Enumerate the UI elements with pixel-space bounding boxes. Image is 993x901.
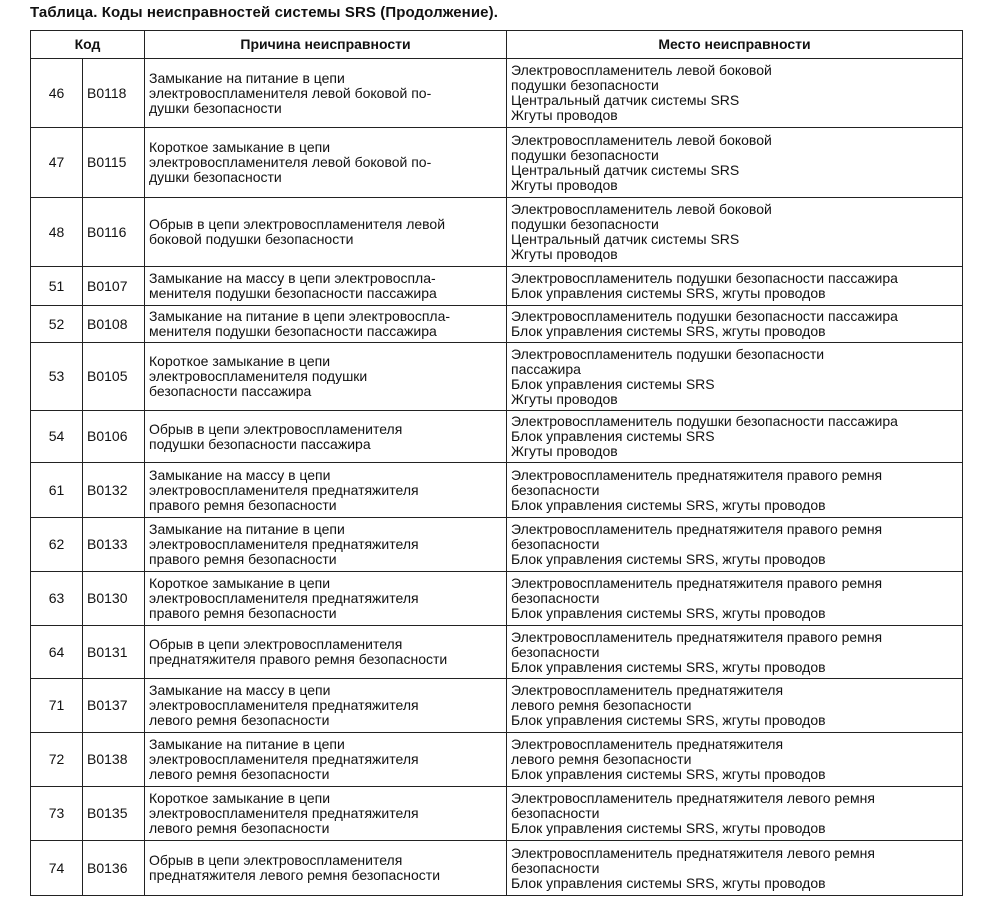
fault-location	[507, 787, 963, 841]
fault-cause-line: электровоспламенителя преднатяжителя	[149, 697, 419, 713]
row-number: 64	[31, 626, 83, 679]
table-row	[31, 59, 963, 128]
fault-location-line: Электровоспламенитель преднатяжителя	[511, 682, 784, 698]
fault-cause-line: левого ремня безопасности	[149, 820, 330, 836]
fault-cause	[145, 128, 507, 198]
fault-cause-line: душки безопасности	[149, 169, 282, 185]
fault-location-line: пассажира	[511, 360, 581, 377]
fault-cause-line: электровоспламенителя преднатяжителя	[149, 481, 419, 498]
row-number: 73	[31, 787, 83, 841]
fault-code: B0107	[83, 267, 145, 306]
fault-cause-line: Замыкание на массу в цепи электровоспла-	[149, 270, 436, 286]
fault-location	[507, 306, 963, 343]
fault-cause	[145, 306, 507, 343]
fault-cause-line: безопасности пассажира	[149, 383, 312, 399]
fault-location-line: Центральный датчик системы SRS	[511, 231, 740, 247]
fault-location-line: безопасности	[511, 481, 600, 498]
fault-cause-line: правого ремня безопасности	[149, 605, 337, 621]
row-number: 62	[31, 518, 83, 572]
fault-location-line: Жгуты проводов	[511, 390, 618, 407]
fault-code: B0136	[83, 841, 145, 896]
fault-location-line: Блок управления системы SRS, жгуты проводов	[511, 874, 826, 891]
fault-code: B0130	[83, 572, 145, 626]
fault-location-line: безопасности	[511, 536, 600, 552]
fault-cause-line: Замыкание на массу в цепи	[149, 682, 331, 698]
fault-location-line: Электровоспламенитель левой боковой	[511, 62, 772, 78]
fault-location-line: Электровоспламенитель подушки безопасности пассажира	[511, 413, 898, 429]
fault-cause-line: электровоспламенителя левой боковой по-	[149, 84, 432, 101]
fault-location-line: Блок управления системы SRS, жгуты проводов	[511, 323, 826, 339]
fault-cause-line: боковой подушки безопасности	[149, 231, 354, 247]
fault-code: B0115	[83, 128, 145, 198]
srs-fault-code-table	[30, 30, 963, 896]
fault-cause-line: преднатяжителя левого ремня безопасности	[149, 867, 441, 883]
fault-location-line: Блок управления системы SRS, жгуты проводов	[511, 551, 826, 567]
fault-code: B0106	[83, 411, 145, 463]
fault-location-line: Блок управления системы SRS, жгуты проводов	[511, 605, 826, 621]
fault-location-line: Блок управления системы SRS, жгуты проводов	[511, 712, 826, 728]
row-number: 63	[31, 572, 83, 626]
fault-cause-line: Короткое замыкание в цепи	[149, 353, 331, 369]
fault-location	[507, 733, 963, 787]
fault-cause-line: душки безопасности	[149, 99, 282, 116]
row-number: 47	[31, 128, 83, 198]
fault-location-line: левого ремня безопасности	[511, 751, 692, 767]
row-number: 71	[31, 679, 83, 733]
table-row	[31, 128, 963, 198]
fault-location	[507, 343, 963, 411]
fault-location-line: подушки безопасности	[511, 146, 659, 163]
fault-cause-line: правого ремня безопасности	[149, 551, 337, 567]
row-number: 52	[31, 306, 83, 343]
fault-cause-line: Обрыв в цепи электровоспламенителя	[149, 636, 403, 652]
fault-location-line: подушки безопасности	[511, 77, 659, 93]
fault-location	[507, 198, 963, 267]
fault-location-line: Электровоспламенитель левой боковой	[511, 131, 772, 148]
fault-cause-line: электровоспламенителя преднатяжителя	[149, 751, 419, 767]
fault-cause	[145, 198, 507, 267]
fault-location	[507, 411, 963, 463]
fault-location-line: Электровоспламенитель преднатяжителя левого ремня	[511, 844, 875, 861]
table-row	[31, 267, 963, 306]
fault-location-line: Электровоспламенитель подушки безопасности	[511, 345, 825, 362]
table-row	[31, 679, 963, 733]
fault-cause-line: подушки безопасности пассажира	[149, 435, 371, 452]
fault-cause-line: Замыкание на питание в цепи электровоспла-	[149, 308, 451, 324]
fault-location-line: Жгуты проводов	[511, 176, 618, 193]
table-row	[31, 463, 963, 518]
fault-cause	[145, 59, 507, 128]
fault-cause	[145, 679, 507, 733]
fault-cause-line: Обрыв в цепи электровоспламенителя	[149, 420, 403, 437]
fault-location	[507, 679, 963, 733]
fault-location-line: Блок управления системы SRS, жгуты проводов	[511, 496, 826, 513]
table-row	[31, 841, 963, 896]
fault-location-line: Центральный датчик системы SRS	[511, 92, 740, 108]
fault-location	[507, 463, 963, 518]
fault-location-line: Электровоспламенитель преднатяжителя правого ремня	[511, 628, 883, 645]
fault-cause	[145, 463, 507, 518]
table-row	[31, 572, 963, 626]
fault-location-line: Блок управления системы SRS, жгуты проводов	[511, 766, 826, 782]
header-location: Место неисправности	[507, 31, 963, 59]
fault-cause-line: электровоспламенителя подушки	[149, 368, 368, 384]
fault-cause	[145, 626, 507, 679]
fault-location-line: безопасности	[511, 590, 600, 606]
fault-cause-line: Короткое замыкание в цепи	[149, 575, 331, 591]
fault-cause	[145, 267, 507, 306]
table-row	[31, 626, 963, 679]
fault-cause	[145, 841, 507, 896]
fault-cause-line: Замыкание на питание в цепи	[149, 521, 345, 537]
table-row	[31, 787, 963, 841]
fault-cause	[145, 518, 507, 572]
table-row	[31, 343, 963, 411]
fault-location-line: Электровоспламенитель преднатяжителя левого ремня	[511, 790, 875, 806]
fault-location	[507, 128, 963, 198]
fault-cause	[145, 733, 507, 787]
fault-cause-line: менителя подушки безопасности пассажира	[149, 323, 437, 339]
fault-cause-line: менителя подушки безопасности пассажира	[149, 285, 437, 301]
fault-cause-line: Замыкание на питание в цепи	[149, 69, 345, 86]
fault-location-line: Электровоспламенитель преднатяжителя правого ремня	[511, 521, 883, 537]
fault-code: B0108	[83, 306, 145, 343]
table-row	[31, 518, 963, 572]
row-number: 72	[31, 733, 83, 787]
fault-code: B0105	[83, 343, 145, 411]
fault-cause-line: Короткое замыкание в цепи	[149, 139, 331, 155]
fault-cause-line: правого ремня безопасности	[149, 496, 337, 513]
row-number: 48	[31, 198, 83, 267]
fault-location-line: Блок управления системы SRS, жгуты проводов	[511, 820, 826, 836]
fault-cause	[145, 411, 507, 463]
fault-cause-line: Короткое замыкание в цепи	[149, 790, 331, 806]
row-number: 51	[31, 267, 83, 306]
fault-code: B0131	[83, 626, 145, 679]
fault-location	[507, 267, 963, 306]
row-number: 54	[31, 411, 83, 463]
fault-location-line: безопасности	[511, 643, 600, 660]
table-row	[31, 411, 963, 463]
fault-location-line: подушки безопасности	[511, 216, 659, 232]
fault-location-line: Блок управления системы SRS	[511, 428, 715, 444]
fault-location-line: Электровоспламенитель левой боковой	[511, 201, 772, 217]
fault-location-line: Жгуты проводов	[511, 107, 618, 123]
header-cause: Причина неисправности	[145, 31, 507, 59]
fault-cause	[145, 572, 507, 626]
fault-location	[507, 572, 963, 626]
table-body	[31, 59, 963, 896]
row-number: 46	[31, 59, 83, 128]
fault-location-line: Электровоспламенитель преднатяжителя правого ремня	[511, 466, 883, 483]
row-number: 53	[31, 343, 83, 411]
fault-location-line: Жгуты проводов	[511, 246, 618, 262]
fault-code: B0118	[83, 59, 145, 128]
fault-code: B0116	[83, 198, 145, 267]
table-title: Таблица. Коды неисправностей системы SRS (Продолжение).	[30, 4, 498, 21]
fault-cause	[145, 787, 507, 841]
fault-code: B0137	[83, 679, 145, 733]
fault-location-line: левого ремня безопасности	[511, 697, 692, 713]
fault-location-line: Электровоспламенитель подушки безопасности пассажира	[511, 308, 898, 324]
fault-cause-line: Обрыв в цепи электровоспламенителя	[149, 852, 403, 868]
fault-code: B0138	[83, 733, 145, 787]
fault-location	[507, 626, 963, 679]
table-row	[31, 198, 963, 267]
table-row	[31, 306, 963, 343]
fault-cause-line: Замыкание на питание в цепи	[149, 736, 345, 752]
fault-cause	[145, 343, 507, 411]
fault-code: B0135	[83, 787, 145, 841]
fault-location-line: Электровоспламенитель преднатяжителя правого ремня	[511, 575, 883, 591]
row-number: 61	[31, 463, 83, 518]
fault-cause-line: левого ремня безопасности	[149, 766, 330, 782]
header-code: Код	[31, 31, 145, 59]
fault-cause-line: Обрыв в цепи электровоспламенителя левой	[149, 216, 446, 232]
fault-location-line: Электровоспламенитель подушки безопасности пассажира	[511, 270, 898, 286]
fault-cause-line: электровоспламенителя преднатяжителя	[149, 536, 419, 552]
fault-cause-line: электровоспламенителя преднатяжителя	[149, 805, 419, 821]
table-row	[31, 733, 963, 787]
fault-location-line: безопасности	[511, 859, 600, 876]
fault-location-line: Блок управления системы SRS, жгуты проводов	[511, 285, 826, 301]
fault-cause-line: левого ремня безопасности	[149, 712, 330, 728]
fault-location-line: Блок управления системы SRS	[511, 375, 715, 392]
fault-code: B0133	[83, 518, 145, 572]
fault-location	[507, 841, 963, 896]
fault-location-line: безопасности	[511, 805, 600, 821]
table-header-row	[31, 31, 963, 59]
fault-location-line: Центральный датчик системы SRS	[511, 161, 740, 178]
fault-cause-line: электровоспламенителя левой боковой по-	[149, 154, 432, 170]
fault-location-line: Блок управления системы SRS, жгуты проводов	[511, 658, 826, 675]
fault-location	[507, 59, 963, 128]
fault-location	[507, 518, 963, 572]
fault-cause-line: электровоспламенителя преднатяжителя	[149, 590, 419, 606]
row-number: 74	[31, 841, 83, 896]
fault-code: B0132	[83, 463, 145, 518]
fault-cause-line: преднатяжителя правого ремня безопасности	[149, 651, 448, 667]
fault-location-line: Жгуты проводов	[511, 443, 618, 459]
fault-cause-line: Замыкание на массу в цепи	[149, 466, 331, 483]
fault-location-line: Электровоспламенитель преднатяжителя	[511, 736, 784, 752]
